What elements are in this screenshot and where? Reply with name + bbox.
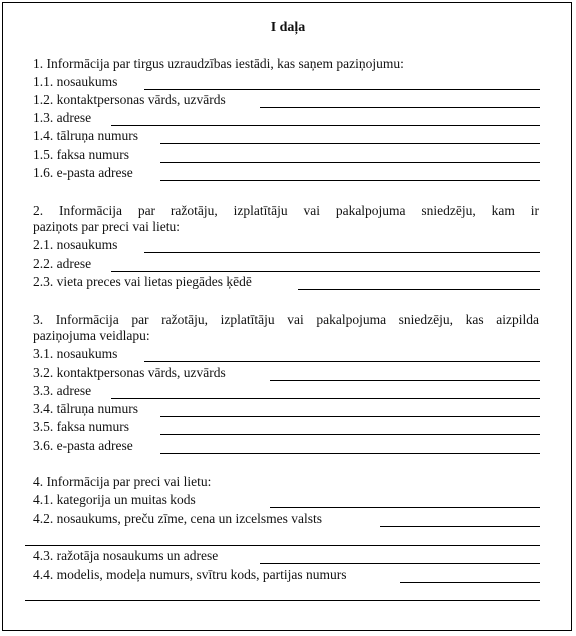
field-1-6-line[interactable] xyxy=(160,180,540,181)
section-4-heading: 4. Informācija par preci vai lietu: xyxy=(33,474,212,489)
field-3-3-line[interactable] xyxy=(111,398,540,399)
field-3-5-label: 3.5. faksa numurs xyxy=(33,419,129,434)
field-3-6-label: 3.6. e-pasta adrese xyxy=(33,438,133,453)
section-2-heading-line1: 2. Informācija par ražotāju, izplatītāju vai pakalpojuma sniedzēju, kam ir xyxy=(33,203,539,218)
field-2-1-label: 2.1. nosaukums xyxy=(33,237,118,252)
section-3-heading-line2: paziņojuma veidlapu: xyxy=(33,328,150,343)
field-3-2-label: 3.2. kontaktpersonas vārds, uzvārds xyxy=(33,365,226,380)
field-3-3-label: 3.3. adrese xyxy=(33,383,92,398)
field-4-4-continuation-line[interactable] xyxy=(25,600,540,601)
field-3-5-line[interactable] xyxy=(160,434,540,435)
field-1-1-line[interactable] xyxy=(144,89,540,90)
field-1-4-line[interactable] xyxy=(160,143,540,144)
field-4-3-line[interactable] xyxy=(260,563,540,564)
field-1-4-label: 1.4. tālruņa numurs xyxy=(33,128,138,143)
section-3-heading-line1: 3. Informācija par ražotāju, izplatītāju vai pakalpojuma sniedzēju, kas aizpilda xyxy=(33,312,539,327)
page-title: I daļa xyxy=(270,20,306,35)
field-3-4-line[interactable] xyxy=(160,416,540,417)
field-2-3-line[interactable] xyxy=(298,289,540,290)
field-4-2-continuation-line[interactable] xyxy=(25,545,540,546)
field-4-1-label: 4.1. kategorija un muitas kods xyxy=(33,492,196,507)
field-3-1-line[interactable] xyxy=(144,361,540,362)
field-4-4-line[interactable] xyxy=(400,582,540,583)
field-1-3-label: 1.3. adrese xyxy=(33,110,92,125)
field-4-3-label: 4.3. ražotāja nosaukums un adrese xyxy=(33,548,219,563)
field-3-2-line[interactable] xyxy=(270,380,540,381)
field-1-3-line[interactable] xyxy=(111,125,540,126)
field-2-1-line[interactable] xyxy=(144,252,540,253)
field-2-2-label: 2.2. adrese xyxy=(33,256,92,271)
field-1-5-line[interactable] xyxy=(160,162,540,163)
field-1-5-label: 1.5. faksa numurs xyxy=(33,147,129,162)
field-1-6-label: 1.6. e-pasta adrese xyxy=(33,165,133,180)
field-1-2-label: 1.2. kontaktpersonas vārds, uzvārds xyxy=(33,92,226,107)
field-3-4-label: 3.4. tālruņa numurs xyxy=(33,401,138,416)
section-1-heading: 1. Informācija par tirgus uzraudzības iestādi, kas saņem paziņojumu: xyxy=(33,56,404,71)
field-3-1-label: 3.1. nosaukums xyxy=(33,346,118,361)
field-1-2-line[interactable] xyxy=(260,107,540,108)
field-1-1-label: 1.1. nosaukums xyxy=(33,74,118,89)
field-4-2-label: 4.2. nosaukums, preču zīme, cena un izcelsmes valsts xyxy=(33,511,323,526)
field-2-3-label: 2.3. vieta preces vai lietas piegādes ķēdē xyxy=(33,274,252,289)
field-4-2-line[interactable] xyxy=(380,526,540,527)
field-4-1-line[interactable] xyxy=(270,507,540,508)
field-2-2-line[interactable] xyxy=(111,271,540,272)
section-2-heading-line2: paziņots par preci vai lietu: xyxy=(33,219,180,234)
field-4-4-label: 4.4. modelis, modeļa numurs, svītru kods, partijas numurs xyxy=(33,567,347,582)
field-3-6-line[interactable] xyxy=(160,453,540,454)
